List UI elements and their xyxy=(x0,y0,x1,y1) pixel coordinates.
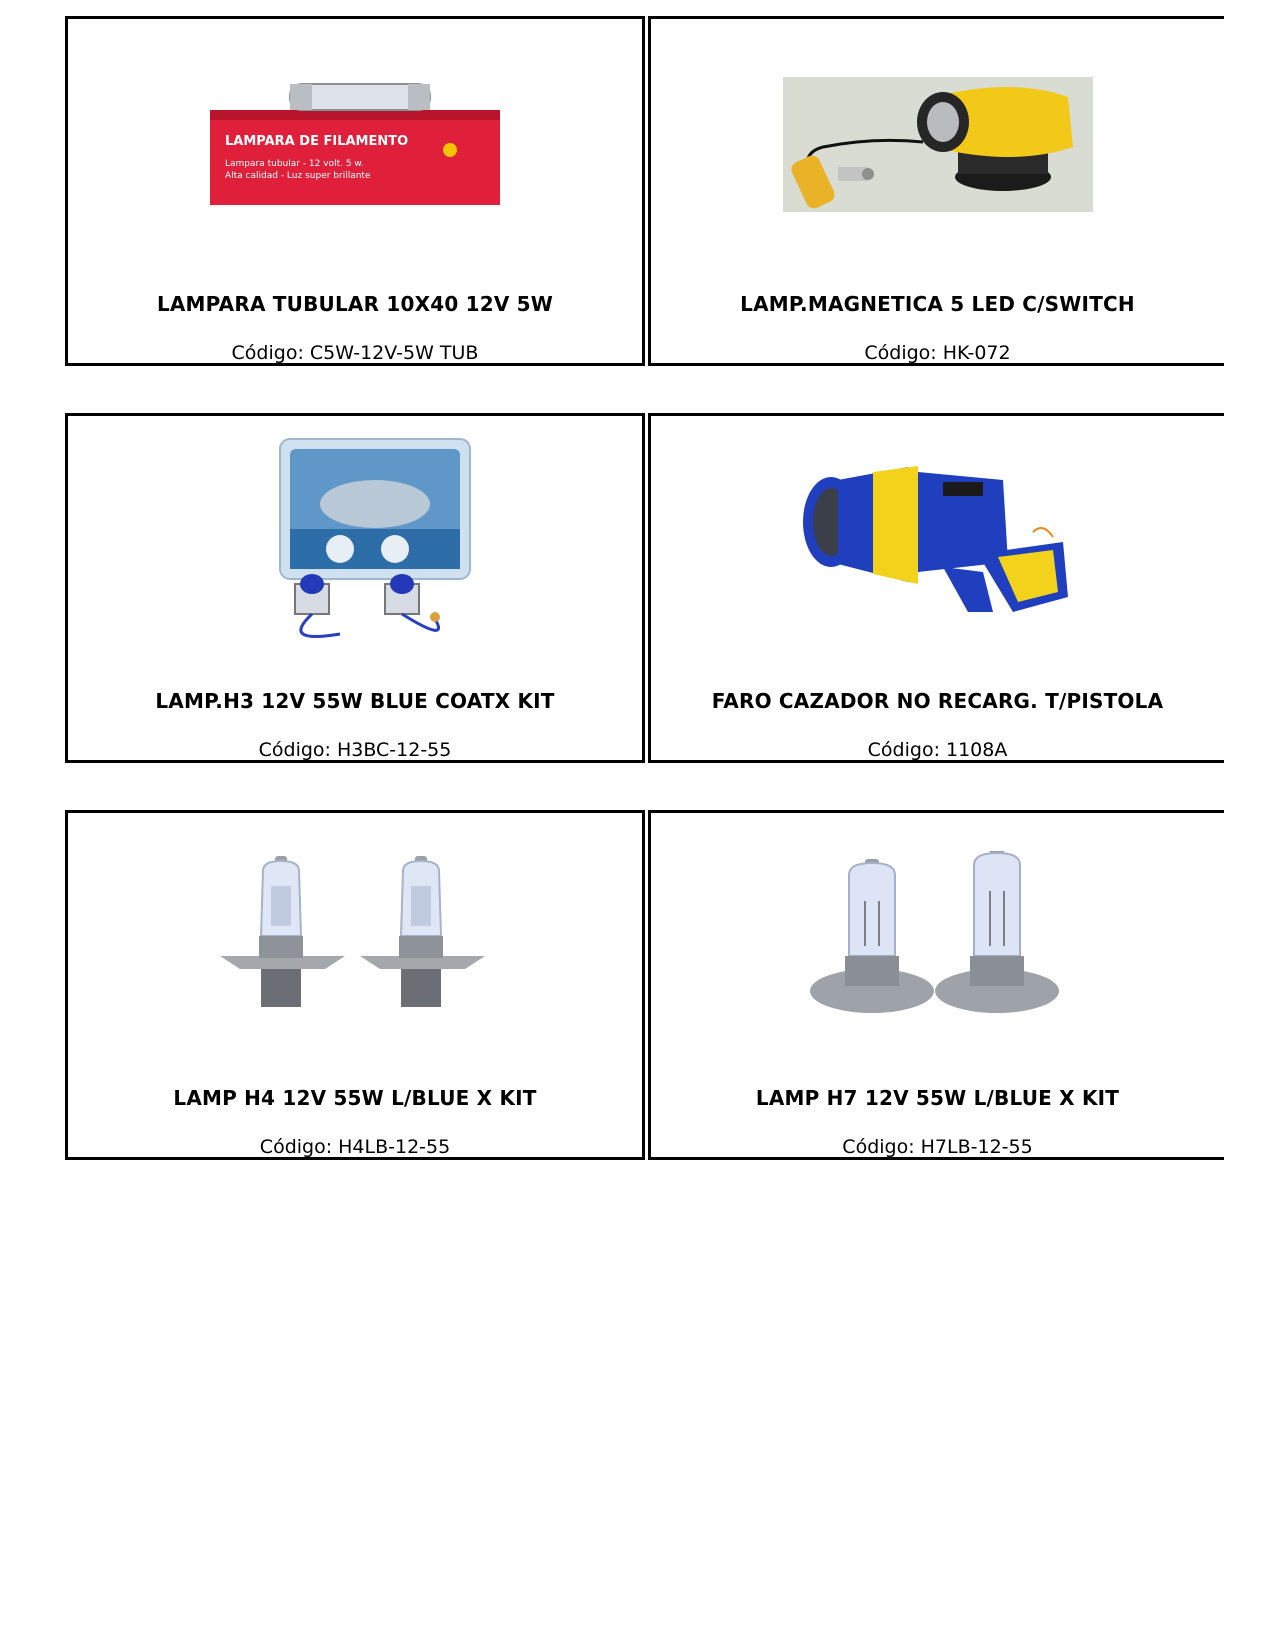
product-code xyxy=(68,1136,642,1158)
product-title: LAMP.MAGNETICA 5 LED C/SWITCH xyxy=(740,292,1135,316)
code-label: Código: xyxy=(231,342,304,364)
product-card xyxy=(65,810,645,1160)
product-code xyxy=(68,739,642,761)
product-title: FARO CAZADOR NO RECARG. T/PISTOLA xyxy=(711,689,1164,713)
code-value: C5W-12V-5W TUB xyxy=(309,342,479,364)
code-label: Código: xyxy=(259,1136,333,1158)
product-image xyxy=(651,37,1224,252)
product-image xyxy=(68,831,642,1046)
code-value: HK-072 xyxy=(942,342,1011,364)
code-value: H7LB-12-55 xyxy=(920,1136,1033,1158)
product-card xyxy=(65,16,645,366)
product-title: LAMP H7 12V 55W L/BLUE X KIT xyxy=(755,1086,1120,1110)
product-image xyxy=(68,37,642,252)
product-card xyxy=(648,810,1224,1160)
product-title: LAMP H4 12V 55W L/BLUE X KIT xyxy=(173,1086,537,1110)
code-label: Código: xyxy=(867,739,940,761)
box-line: Alta calidad - Luz super brillante xyxy=(225,170,371,181)
product-image xyxy=(651,434,1224,649)
code-label: Código: xyxy=(258,739,331,761)
code-label: Código: xyxy=(864,342,937,364)
code-label: Código: xyxy=(842,1136,915,1158)
code-value: H3BC-12-55 xyxy=(336,739,452,761)
box-heading: LAMPARA DE FILAMENTO xyxy=(225,133,409,149)
product-title: LAMPARA TUBULAR 10X40 12V 5W xyxy=(156,292,554,316)
product-card xyxy=(648,413,1224,763)
code-value: 1108A xyxy=(945,739,1008,761)
product-code xyxy=(651,342,1224,364)
product-code xyxy=(651,1136,1224,1158)
box-line: Lampara tubular - 12 volt. 5 w. xyxy=(225,158,364,169)
product-card xyxy=(648,16,1224,366)
product-image xyxy=(68,434,642,649)
product-card xyxy=(65,413,645,763)
product-code xyxy=(68,342,642,364)
product-image xyxy=(651,831,1224,1046)
code-value: H4LB-12-55 xyxy=(338,1136,451,1158)
product-code xyxy=(651,739,1224,761)
product-title: LAMP.H3 12V 55W BLUE COATX KIT xyxy=(155,689,555,713)
